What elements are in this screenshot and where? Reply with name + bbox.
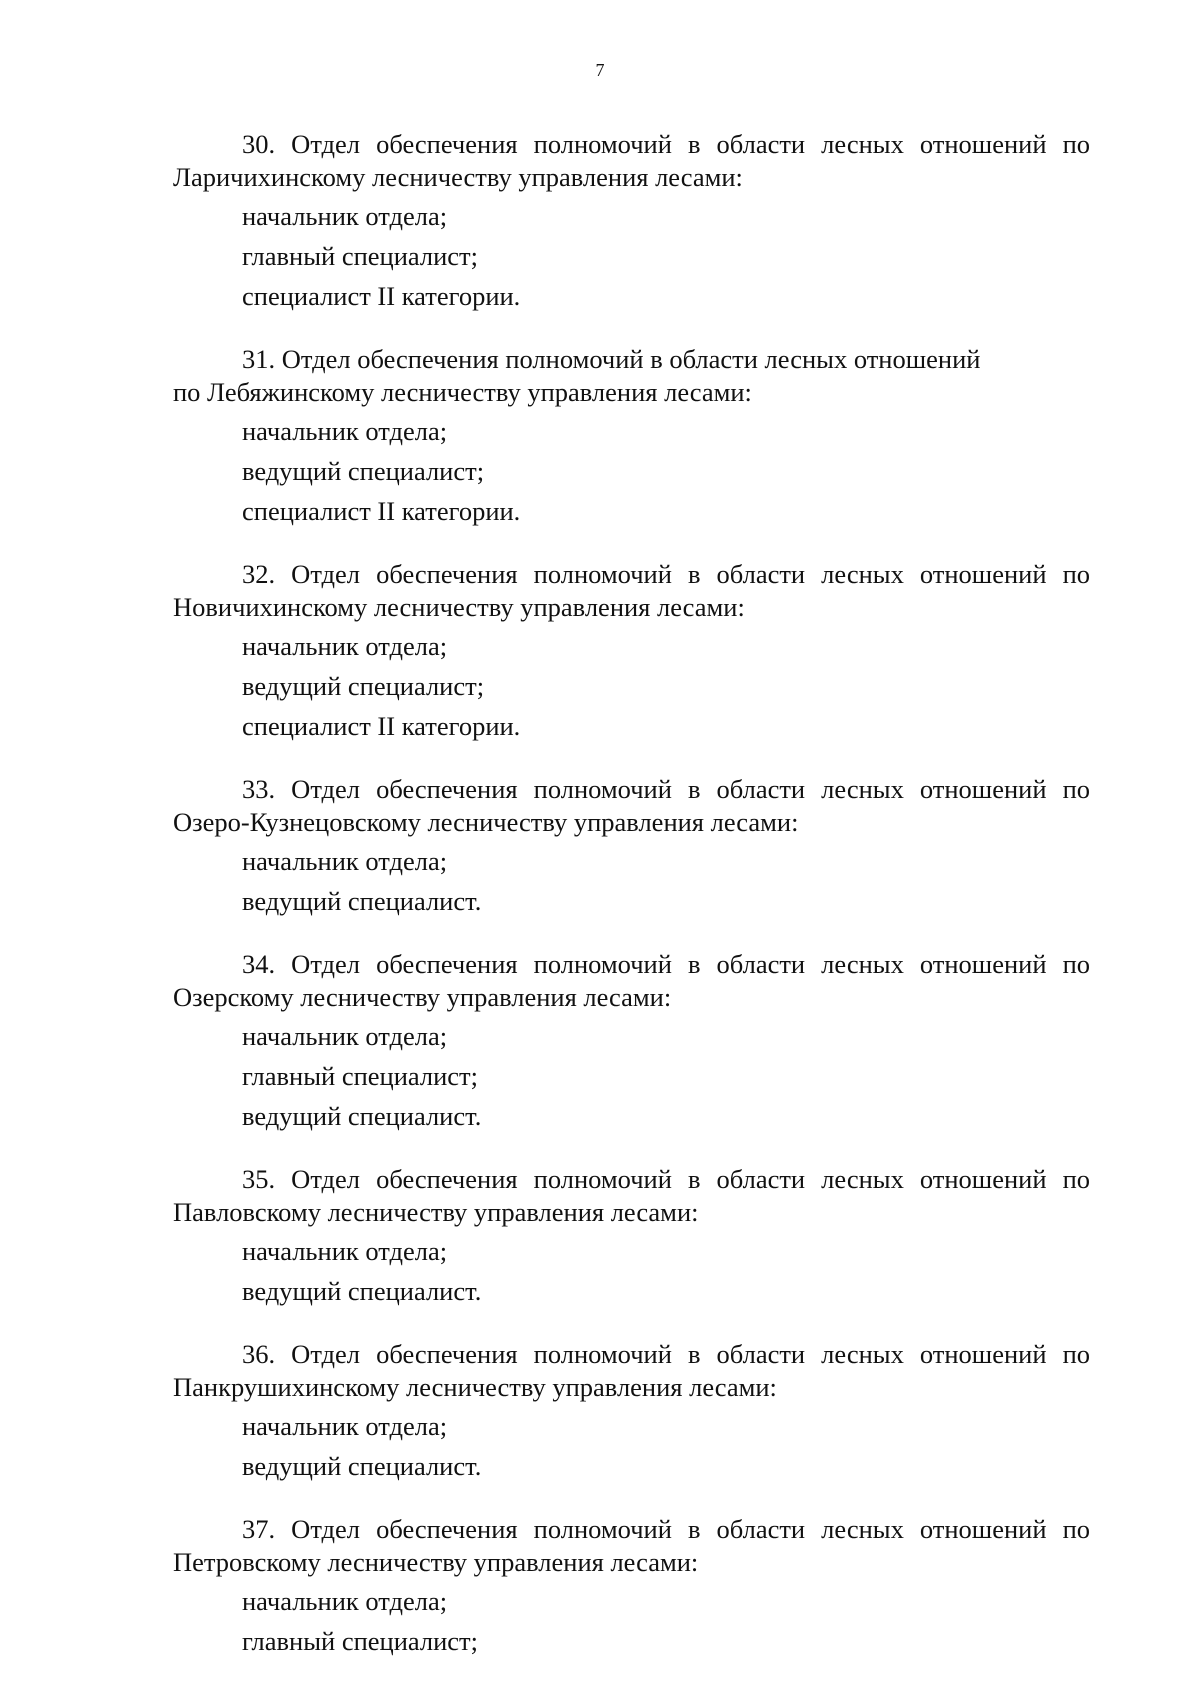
position-list <box>173 1585 1090 1665</box>
position-list <box>173 415 1090 535</box>
position-item: начальник отдела; <box>242 1236 448 1266</box>
section-34 <box>173 948 1090 1140</box>
document-body <box>173 128 1090 1688</box>
position-item: ведущий специалист; <box>242 456 485 486</box>
section-heading-line2: по Лебяжинскому лесничеству управления лесами: <box>173 377 752 407</box>
position-item: ведущий специалист; <box>242 671 485 701</box>
page-number: 7 <box>595 60 605 80</box>
position-item: начальник отдела; <box>242 1586 448 1616</box>
section-31 <box>173 343 1090 535</box>
section-heading-line2: Павловскому лесничеству управления лесами: <box>173 1197 699 1227</box>
section-33 <box>173 773 1090 925</box>
section-heading <box>173 128 1090 194</box>
section-heading-line1: 31. Отдел обеспечения полномочий в области лесных отношений <box>242 344 981 374</box>
position-list <box>173 845 1090 925</box>
section-heading <box>173 948 1090 1014</box>
position-item: специалист II категории. <box>242 281 521 311</box>
section-heading-line2: Озерскому лесничеству управления лесами: <box>173 982 672 1012</box>
section-heading-line1: 36. Отдел обеспечения полномочий в области лесных отношений по <box>242 1339 1090 1369</box>
position-list <box>173 1020 1090 1140</box>
section-heading-line1: 33. Отдел обеспечения полномочий в области лесных отношений по <box>242 774 1090 804</box>
position-list <box>173 1235 1090 1315</box>
position-list <box>173 200 1090 320</box>
position-item: главный специалист; <box>242 1626 478 1656</box>
position-item: начальник отдела; <box>242 846 448 876</box>
section-heading <box>173 343 1090 409</box>
position-item: начальник отдела; <box>242 631 448 661</box>
section-heading-line1: 37. Отдел обеспечения полномочий в области лесных отношений по <box>242 1514 1090 1544</box>
section-heading-line1: 34. Отдел обеспечения полномочий в области лесных отношений по <box>242 949 1090 979</box>
section-heading <box>173 773 1090 839</box>
position-list <box>173 1410 1090 1490</box>
position-item: ведущий специалист. <box>242 1101 482 1131</box>
section-heading-line1: 30. Отдел обеспечения полномочий в области лесных отношений по <box>242 129 1090 159</box>
section-heading <box>173 1513 1090 1579</box>
section-37 <box>173 1513 1090 1665</box>
position-item: специалист II категории. <box>242 711 521 741</box>
position-list <box>173 630 1090 750</box>
section-heading <box>173 1338 1090 1404</box>
section-heading-line2: Петровскому лесничеству управления лесами: <box>173 1547 699 1577</box>
position-item: ведущий специалист. <box>242 1276 482 1306</box>
position-item: начальник отдела; <box>242 201 448 231</box>
position-item: начальник отдела; <box>242 416 448 446</box>
section-heading <box>173 1163 1090 1229</box>
position-item: начальник отдела; <box>242 1411 448 1441</box>
section-heading <box>173 558 1090 624</box>
position-item: начальник отдела; <box>242 1021 448 1051</box>
section-heading-line1: 35. Отдел обеспечения полномочий в области лесных отношений по <box>242 1164 1090 1194</box>
section-heading-line1: 32. Отдел обеспечения полномочий в области лесных отношений по <box>242 559 1090 589</box>
position-item: ведущий специалист. <box>242 1451 482 1481</box>
section-35 <box>173 1163 1090 1315</box>
position-item: специалист II категории. <box>242 496 521 526</box>
section-30 <box>173 128 1090 320</box>
section-heading-line2: Ларичихинскому лесничеству управления лесами: <box>173 162 743 192</box>
section-32 <box>173 558 1090 750</box>
position-item: ведущий специалист. <box>242 886 482 916</box>
position-item: главный специалист; <box>242 1061 478 1091</box>
section-heading-line2: Новичихинскому лесничеству управления лесами: <box>173 592 745 622</box>
section-heading-line2: Панкрушихинскому лесничеству управления лесами: <box>173 1372 777 1402</box>
position-item: главный специалист; <box>242 241 478 271</box>
section-36 <box>173 1338 1090 1490</box>
section-heading-line2: Озеро-Кузнецовскому лесничеству управления лесами: <box>173 807 799 837</box>
